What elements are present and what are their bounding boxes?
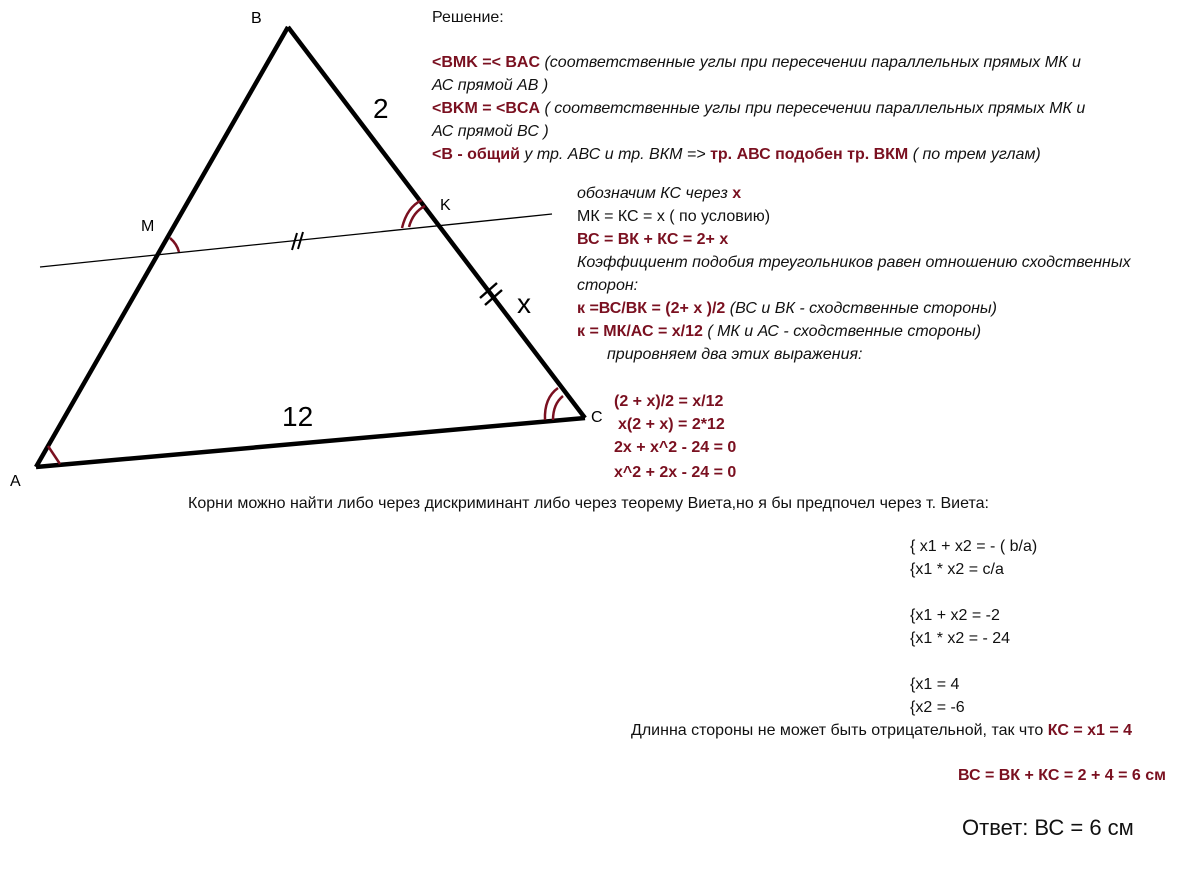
step-4-cont: сторон:	[577, 277, 639, 294]
equation-2: x(2 + x) = 2*12	[618, 416, 725, 433]
step-1-var: x	[732, 185, 742, 202]
label-c: C	[591, 409, 603, 426]
bc-result: ВС = ВК + КС = 2 + 4 = 6 см	[958, 767, 1166, 784]
conclusion	[631, 721, 1132, 741]
vieta-general-1: { x1 + x2 = - ( b/a)	[910, 538, 1038, 555]
similarity-statement: тр. АВС подобен тр. ВКМ	[710, 146, 909, 163]
vieta-root-2: {x2 = -6	[910, 699, 965, 716]
solution-line-1-cont: АС прямой АВ )	[432, 77, 549, 94]
line-mk	[40, 214, 552, 267]
vieta-root-1: {x1 = 4	[910, 676, 960, 693]
step-5	[577, 299, 997, 319]
vieta-specific-1: {x1 + x2 = -2	[910, 607, 1000, 624]
ratio-1-note: (ВС и ВК - сходственные стороны)	[725, 300, 997, 317]
angle-equality-1: <BMK =< BAC	[432, 54, 541, 71]
final-answer: Ответ: ВС = 6 см	[962, 815, 1134, 840]
label-a: A	[10, 473, 21, 490]
step-6	[577, 322, 981, 342]
vieta-general-2: {x1 * x2 = c/a	[910, 561, 1004, 578]
common-angle: <B - общий	[432, 146, 520, 163]
conclusion-text: Длинна стороны не может быть отрицательной, так что	[631, 722, 1048, 739]
reason-3b: ( по трем углам)	[908, 146, 1041, 163]
step-3: ВС = ВК + КС = 2+ х	[577, 231, 729, 248]
equation-4: x^2 + 2x - 24 = 0	[614, 464, 737, 481]
angle-arc-m	[170, 238, 179, 252]
conclusion-value: КС = x1 = 4	[1047, 722, 1133, 739]
ratio-2: к = МК/АС = х/12	[577, 323, 703, 340]
roots-note: Корни можно найти либо через дискриминант либо через теорему Виета,но я бы предпочел через т. Виета:	[188, 495, 989, 512]
step-2: МК = КС = х ( по условию)	[577, 208, 771, 225]
label-segment-bk: 2	[373, 93, 389, 124]
angle-equality-2: <BKM = <BCA	[432, 100, 541, 117]
angle-arc-c-inner	[553, 396, 563, 420]
label-m: M	[141, 218, 155, 235]
step-4: Коэффициент подобия треугольников равен отношению сходственных	[577, 254, 1131, 271]
solution-line-2-cont: АС прямой ВС )	[432, 123, 549, 140]
solution-line-3	[432, 145, 1041, 165]
step-7: прировняем два этих выражения:	[607, 346, 863, 363]
solution-line-1	[432, 53, 1081, 73]
label-segment-kc: x	[517, 288, 531, 319]
ratio-1: к =ВС/ВК = (2+ х )/2	[577, 300, 726, 317]
side-ab	[36, 27, 288, 467]
equation-3: 2x + x^2 - 24 = 0	[614, 439, 737, 456]
step-1	[577, 184, 741, 204]
solution-heading: Решение:	[432, 9, 504, 26]
equation-1: (2 + x)/2 = x/12	[614, 393, 724, 410]
reason-2: ( соответственные углы при пересечении параллельных прямых МК и	[540, 100, 1086, 117]
label-k: K	[440, 197, 451, 214]
reason-3: у тр. АВС и тр. ВКМ =>	[519, 146, 711, 163]
angle-arc-a	[48, 446, 60, 464]
reason-1: (соответственные углы при пересечении параллельных прямых МК и	[540, 54, 1081, 71]
vieta-specific-2: {x1 * x2 = - 24	[910, 630, 1011, 647]
tick-mk-1	[292, 233, 297, 250]
angle-arc-k-outer	[402, 200, 422, 228]
solution-line-2	[432, 99, 1085, 119]
label-segment-ac: 12	[282, 401, 314, 432]
step-1-text: обозначим КС через	[577, 185, 733, 202]
label-b: B	[251, 10, 262, 27]
ratio-2-note: ( МК и АС - сходственные стороны)	[702, 323, 982, 340]
